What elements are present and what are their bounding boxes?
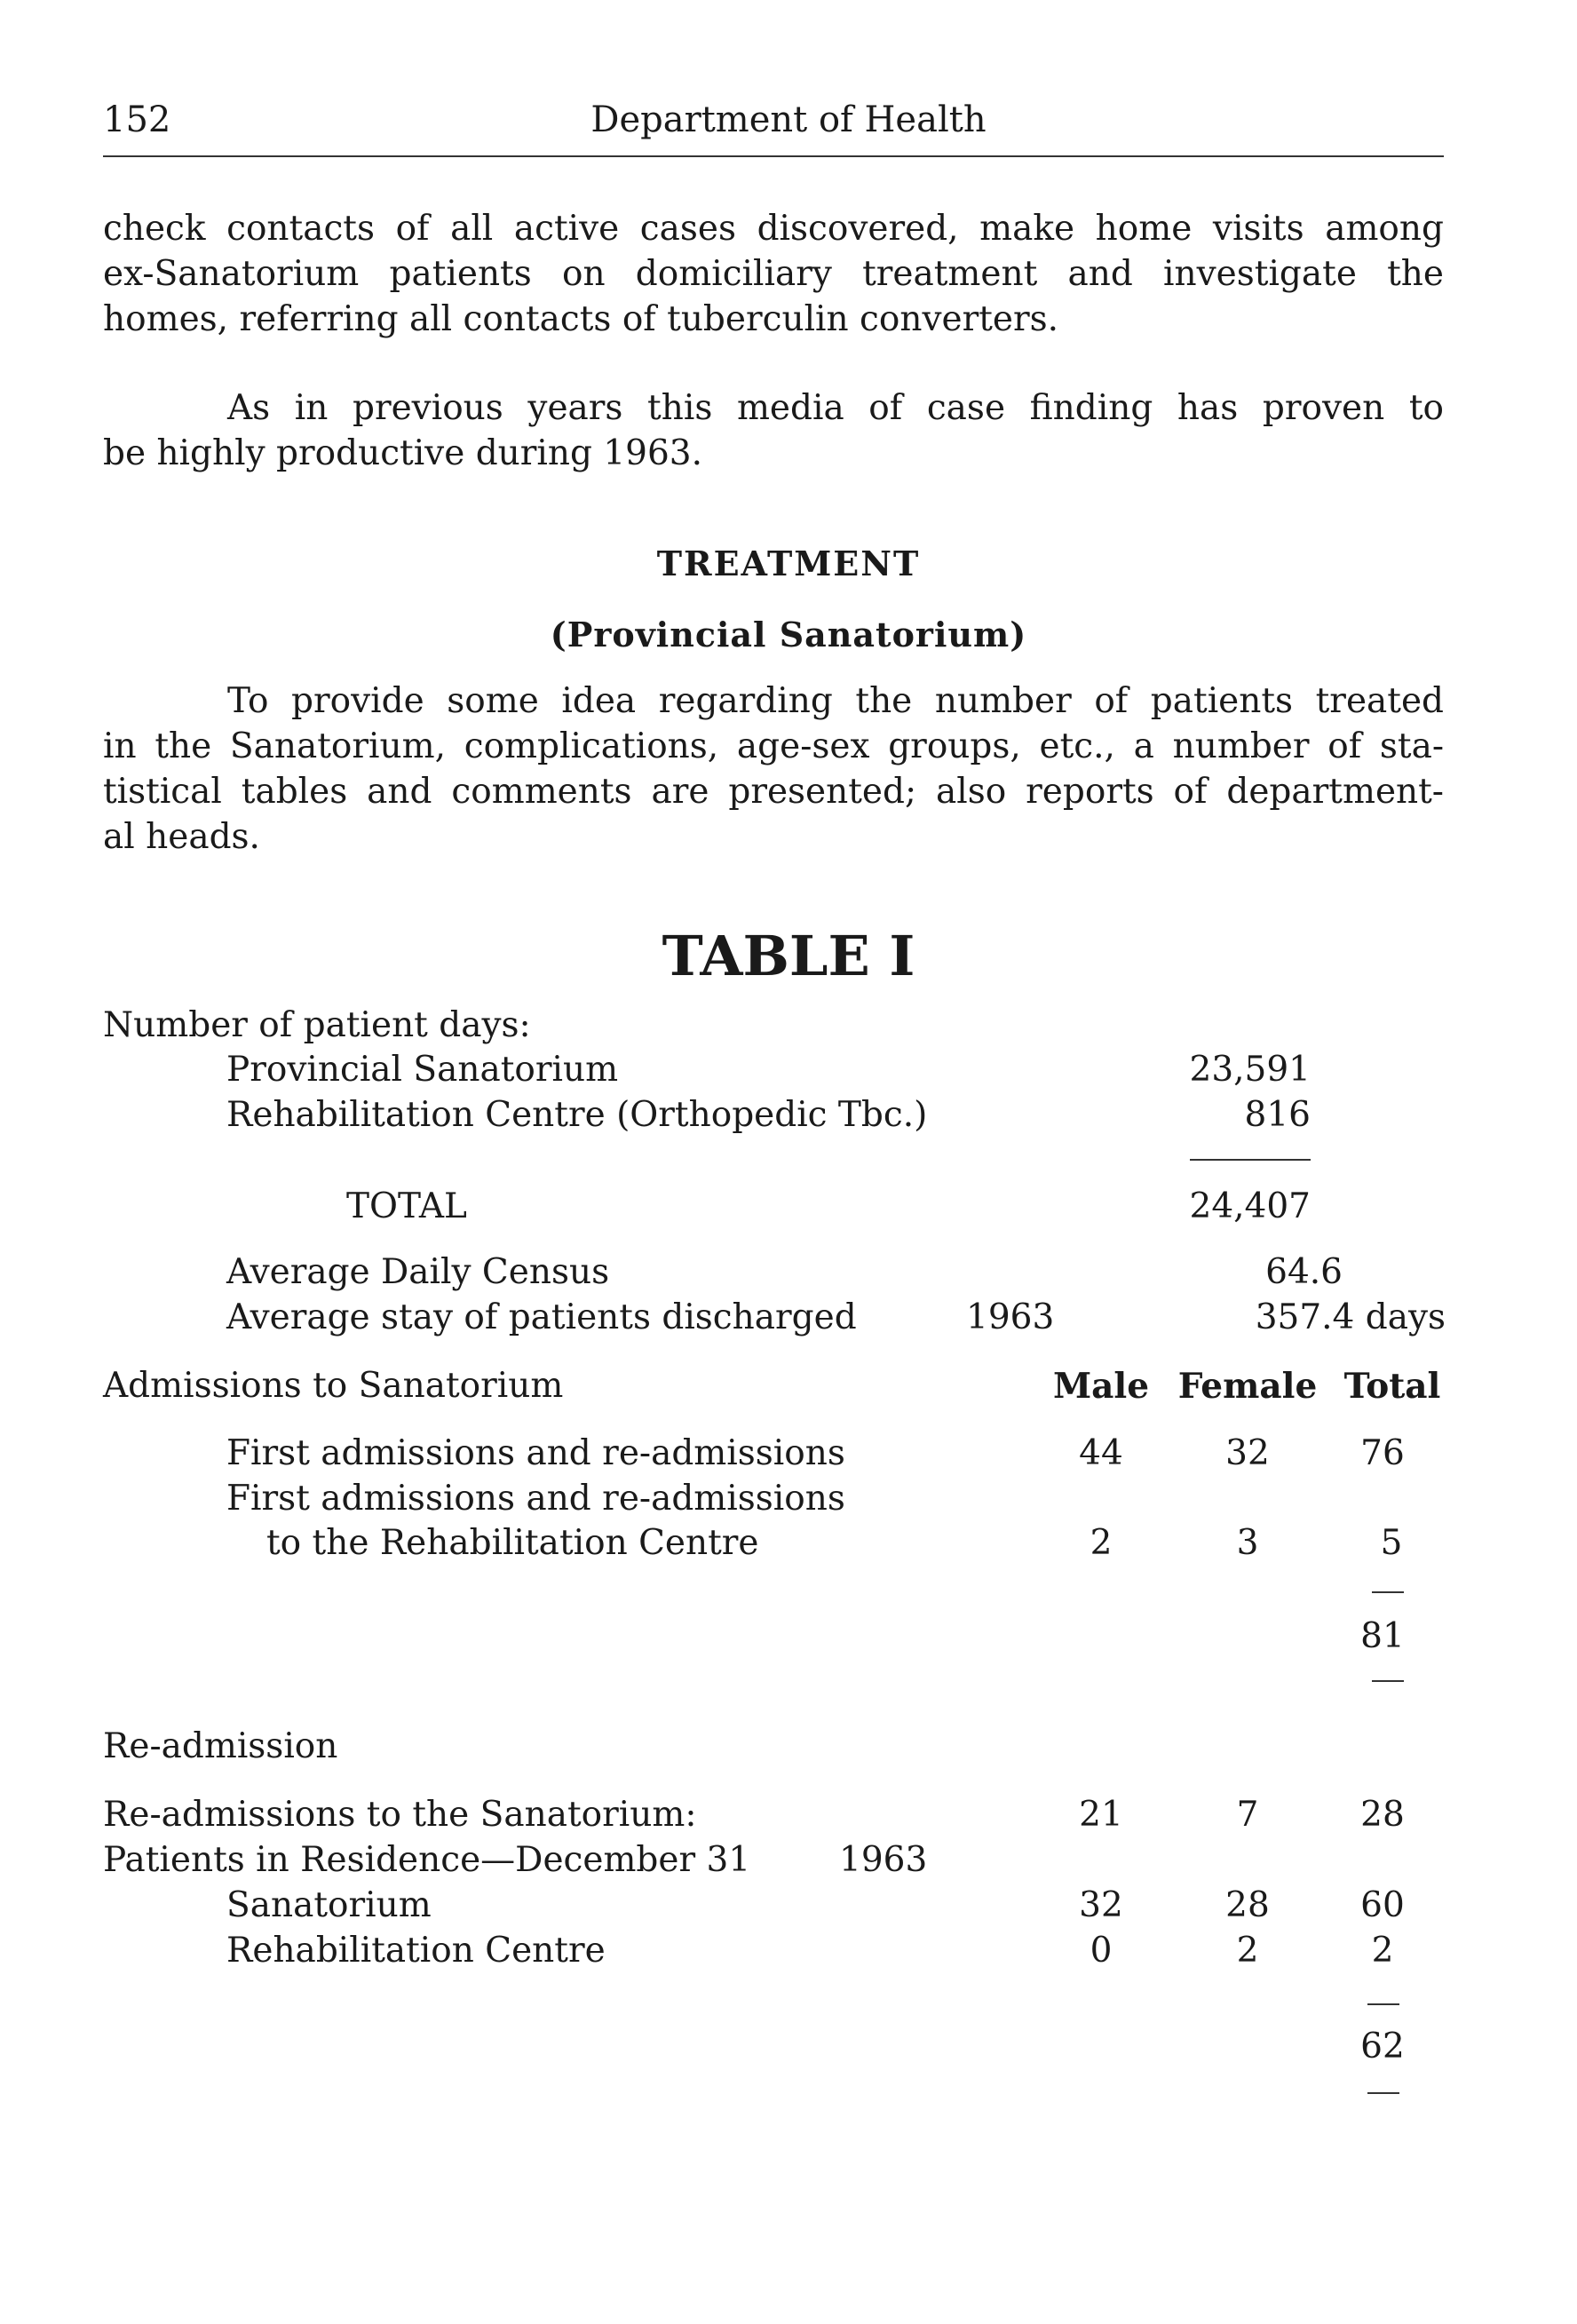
text-line: al heads. xyxy=(103,817,260,857)
treatment-paragraph xyxy=(103,678,1444,860)
admission-total: 76 xyxy=(1360,1433,1405,1473)
admission-row-label: First admissions and re-admissions xyxy=(226,1433,845,1473)
average-stay-label: Average stay of patients discharged xyxy=(226,1297,857,1337)
total-label: TOTAL xyxy=(346,1186,467,1226)
total-value: 24,407 xyxy=(1189,1186,1311,1226)
residence-female: 28 xyxy=(1225,1885,1270,1925)
average-daily-census-label: Average Daily Census xyxy=(226,1252,610,1292)
column-header-male: Male xyxy=(1052,1366,1150,1407)
admission-female: 32 xyxy=(1225,1433,1270,1473)
readmissions-female: 7 xyxy=(1236,1795,1259,1835)
average-daily-census-value: 64.6 xyxy=(1265,1252,1343,1292)
table-title: TABLE I xyxy=(662,924,915,988)
header-rule xyxy=(103,155,1444,157)
sum-rule xyxy=(1367,2092,1399,2094)
text-line: ex-Sanatorium patients on domiciliary treatment and investigate the xyxy=(103,254,1444,294)
admission-female: 3 xyxy=(1236,1523,1259,1563)
text-line: tistical tables and comments are presented; also reports of department- xyxy=(103,772,1444,812)
admission-male: 2 xyxy=(1090,1523,1113,1563)
section-subheading: (Provincial Sanatorium) xyxy=(550,615,1027,654)
sum-rule xyxy=(1372,1591,1404,1593)
admissions-label: Admissions to Sanatorium xyxy=(103,1366,564,1406)
text-line: homes, referring all contacts of tuberculin converters. xyxy=(103,299,1059,339)
patient-days-value: 816 xyxy=(1244,1095,1311,1135)
admission-row-label: First admissions and re-admissions xyxy=(226,1479,845,1519)
admission-row-label: to the Rehabilitation Centre xyxy=(266,1523,759,1563)
readmissions-total: 28 xyxy=(1360,1795,1405,1835)
residence-male: 0 xyxy=(1090,1931,1113,1971)
column-header-total: Total xyxy=(1343,1366,1441,1407)
intro-paragraph-2 xyxy=(103,385,1444,476)
text-line: To provide some idea regarding the number of patients treated xyxy=(227,681,1444,721)
residence-male: 32 xyxy=(1079,1885,1123,1925)
average-stay-year: 1963 xyxy=(966,1297,1055,1337)
residence-year: 1963 xyxy=(839,1840,928,1880)
patient-days-value: 23,591 xyxy=(1189,1050,1311,1090)
column-header-female: Female xyxy=(1177,1366,1318,1407)
residence-label: Patients in Residence—December 31 xyxy=(103,1840,751,1880)
residence-female: 2 xyxy=(1236,1931,1259,1971)
sum-rule xyxy=(1367,2003,1399,2005)
sum-rule xyxy=(1372,1680,1404,1682)
text-line: in the Sanatorium, complications, age-sex groups, etc., a number of sta- xyxy=(103,726,1444,766)
intro-paragraph-1 xyxy=(103,206,1444,342)
residence-total: 2 xyxy=(1371,1931,1394,1971)
residence-sum: 62 xyxy=(1360,2027,1405,2066)
readmissions-row-label: Re-admissions to the Sanatorium: xyxy=(103,1795,697,1835)
readmissions-male: 21 xyxy=(1079,1795,1123,1835)
text-line: check contacts of all active cases discovered, make home visits among xyxy=(103,209,1444,249)
patient-days-label-row: Provincial Sanatorium xyxy=(226,1050,619,1090)
admissions-sum: 81 xyxy=(1360,1616,1405,1656)
text-line: be highly productive during 1963. xyxy=(103,433,703,473)
section-heading-treatment: TREATMENT xyxy=(656,543,921,583)
text-line: As in previous years this media of case finding has proven to xyxy=(227,388,1444,428)
patient-days-label: Number of patient days: xyxy=(103,1005,531,1045)
residence-row-label: Sanatorium xyxy=(226,1885,432,1925)
page-number: 152 xyxy=(103,99,171,140)
patient-days-label-row: Rehabilitation Centre (Orthopedic Tbc.) xyxy=(226,1095,928,1135)
admission-total: 5 xyxy=(1380,1523,1403,1563)
readmission-label: Re-admission xyxy=(103,1726,338,1766)
sum-rule xyxy=(1190,1159,1311,1161)
residence-row-label: Rehabilitation Centre xyxy=(226,1931,606,1971)
average-stay-value: 357.4 days xyxy=(1255,1297,1446,1337)
running-title: Department of Health xyxy=(590,99,987,140)
residence-total: 60 xyxy=(1360,1885,1405,1925)
admission-male: 44 xyxy=(1079,1433,1123,1473)
